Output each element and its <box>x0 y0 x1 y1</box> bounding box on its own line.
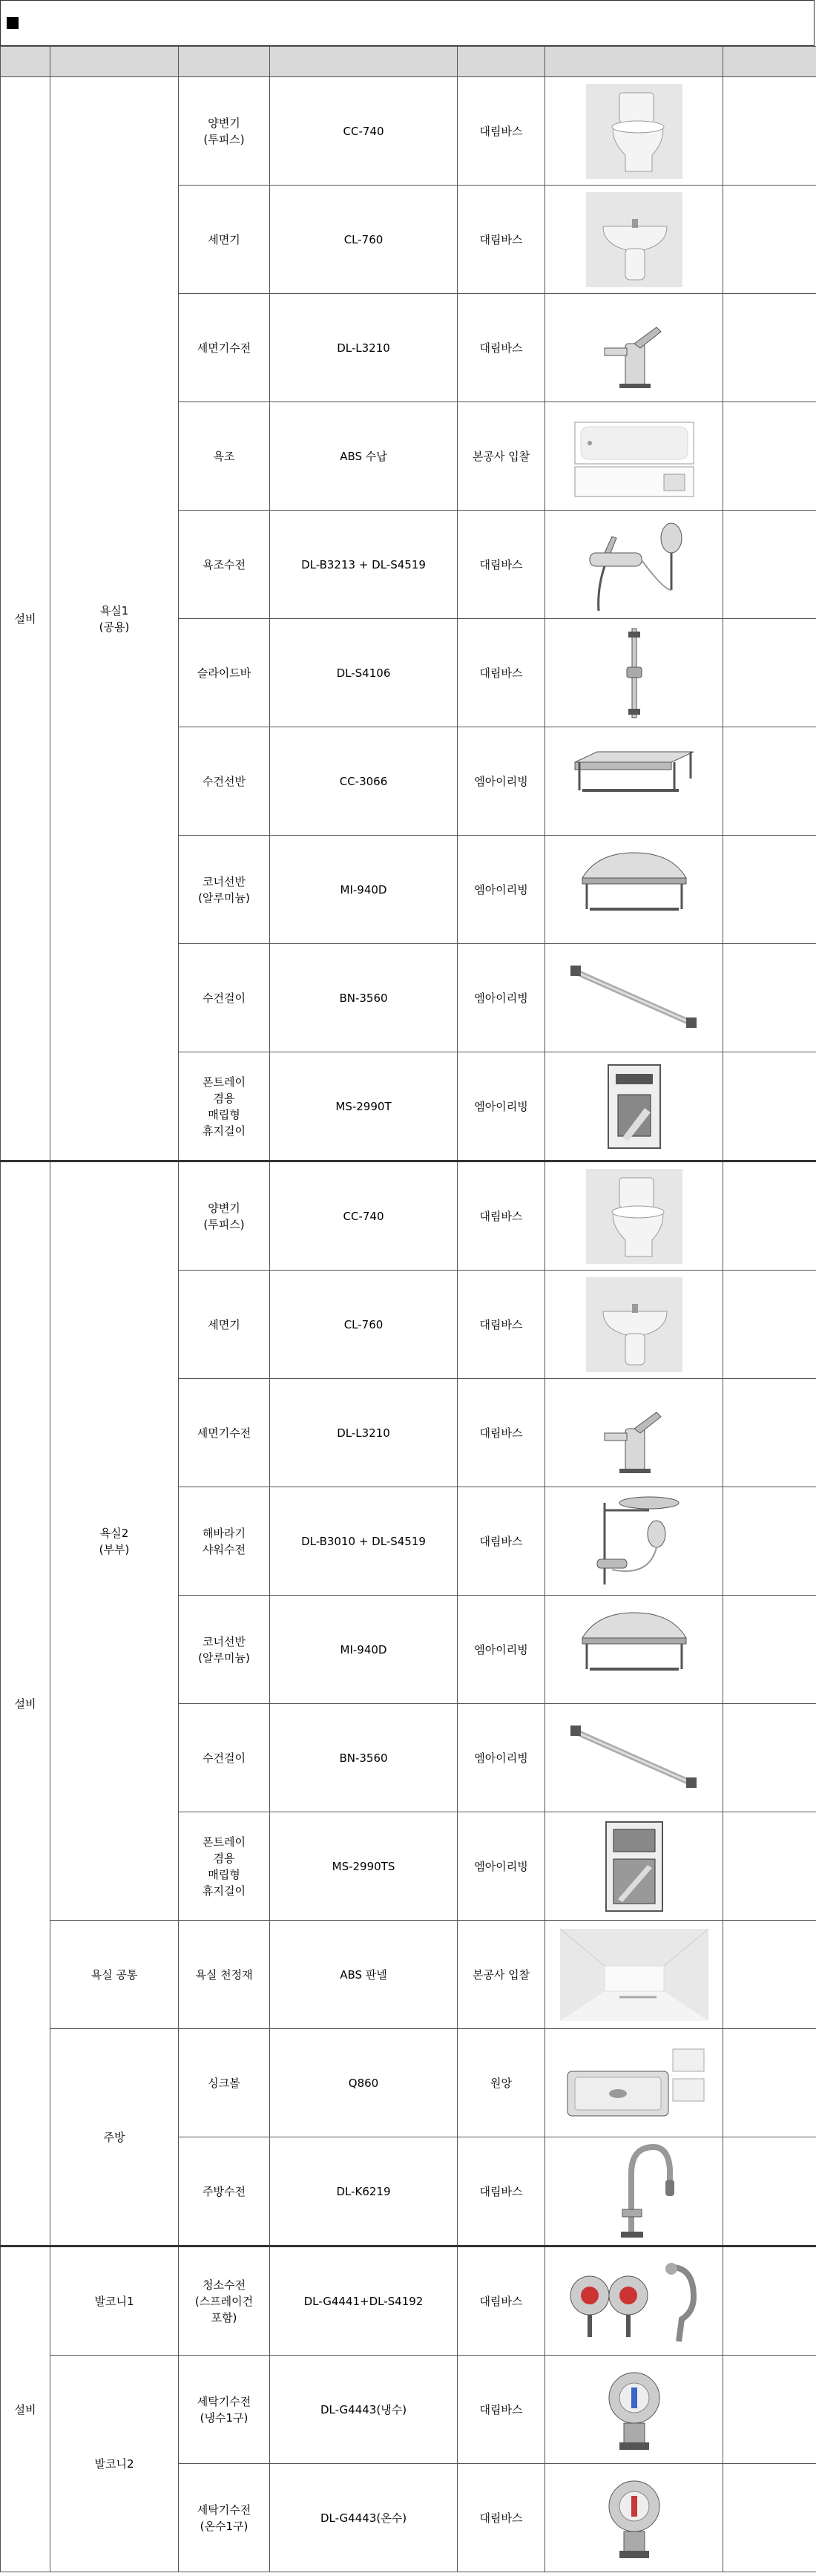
maker-cell <box>458 2137 545 2246</box>
category-cell-text: 설비 <box>14 1697 36 1711</box>
item-cell <box>179 2029 270 2137</box>
item-cell <box>179 727 270 836</box>
basin-faucet-icon <box>545 1384 723 1482</box>
corner-shelf-icon <box>545 1601 723 1699</box>
image-cell <box>545 1596 723 1704</box>
item-cell-text: 싱크볼 <box>208 2076 240 2090</box>
maker-cell-text: 대림바스 <box>479 1534 523 1548</box>
spec-cell-text: ABS 판넬 <box>340 1967 387 1982</box>
note-cell <box>723 77 816 186</box>
note-cell <box>723 836 816 944</box>
image-cell <box>545 1271 723 1379</box>
item-cell-text: 양변기 (투피스) <box>203 1201 245 1231</box>
maker-cell <box>458 2356 545 2464</box>
location-cell <box>50 77 179 1161</box>
toilet-icon <box>545 82 723 180</box>
item-cell <box>179 1379 270 1487</box>
spec-cell <box>270 944 458 1052</box>
washbasin-icon <box>545 1276 723 1374</box>
item-cell-text: 세면기수전 <box>197 341 251 355</box>
category-cell-text: 설비 <box>14 2402 36 2416</box>
bathtub-icon <box>545 407 723 505</box>
image-cell <box>545 294 723 402</box>
item-cell <box>179 2464 270 2572</box>
sheet-title <box>0 0 815 46</box>
image-cell <box>545 2246 723 2356</box>
spec-cell <box>270 836 458 944</box>
note-cell <box>723 1704 816 1812</box>
image-cell <box>545 1052 723 1161</box>
paper-holder-double-icon <box>545 1818 723 1915</box>
spec-cell-text: CC-3066 <box>339 774 388 788</box>
paper-holder-icon <box>545 1058 723 1156</box>
location-cell <box>50 2356 179 2572</box>
item-cell-text: 욕조 <box>213 449 235 463</box>
image-cell <box>545 1812 723 1921</box>
maker-cell-text: 대림바스 <box>479 557 523 571</box>
category-cell <box>1 1161 50 2246</box>
spec-cell-text: BN-3560 <box>339 1751 388 1765</box>
image-cell <box>545 836 723 944</box>
note-cell <box>723 511 816 619</box>
maker-cell <box>458 402 545 511</box>
item-cell-text: 세탁기수전 (온수1구) <box>197 2503 251 2533</box>
item-cell <box>179 186 270 294</box>
image-cell <box>545 1921 723 2029</box>
maker-cell-text: 대림바스 <box>479 1426 523 1440</box>
note-cell <box>723 1812 816 1921</box>
item-cell <box>179 2356 270 2464</box>
maker-cell-text: 엠아이리빙 <box>474 1099 528 1113</box>
location-cell <box>50 1161 179 1921</box>
category-cell <box>1 2246 50 2572</box>
item-cell-text: 코너선반 (알루미늄) <box>198 874 250 905</box>
spec-cell <box>270 1379 458 1487</box>
maker-cell <box>458 727 545 836</box>
maker-cell-text: 대림바스 <box>479 2184 523 2198</box>
image-cell <box>545 1487 723 1596</box>
maker-cell <box>458 2029 545 2137</box>
item-cell <box>179 402 270 511</box>
note-cell <box>723 2137 816 2246</box>
note-cell <box>723 727 816 836</box>
location-cell-text: 욕실 공통 <box>91 1967 138 1982</box>
spec-cell-text: MI-940D <box>340 882 387 897</box>
table-row <box>1 1161 816 1271</box>
location-cell-text: 발코니1 <box>94 2294 134 2308</box>
maker-cell <box>458 1271 545 1379</box>
cleaning-faucet-icon <box>545 2252 723 2350</box>
location-cell <box>50 1921 179 2029</box>
maker-cell-text: 대림바스 <box>479 666 523 680</box>
image-cell <box>545 2356 723 2464</box>
spec-cell <box>270 186 458 294</box>
image-cell <box>545 511 723 619</box>
corner-shelf-icon <box>545 841 723 939</box>
maker-cell <box>458 1487 545 1596</box>
maker-cell <box>458 186 545 294</box>
item-cell-text: 세면기 <box>208 232 240 246</box>
item-cell-text: 세탁기수전 (냉수1구) <box>197 2394 251 2425</box>
spec-cell-text: DL-L3210 <box>337 341 390 355</box>
spec-cell-text: MS-2990TS <box>332 1859 395 1873</box>
table-row <box>1 1921 816 2029</box>
maker-cell <box>458 2246 545 2356</box>
item-cell <box>179 511 270 619</box>
spec-cell <box>270 2246 458 2356</box>
maker-cell-text: 대림바스 <box>479 2294 523 2308</box>
kitchen-faucet-icon <box>545 2143 723 2241</box>
maker-cell-text: 엠아이리빙 <box>474 774 528 788</box>
spec-cell <box>270 294 458 402</box>
image-cell <box>545 2464 723 2572</box>
spec-cell <box>270 619 458 727</box>
note-cell <box>723 294 816 402</box>
note-cell <box>723 2246 816 2356</box>
note-cell <box>723 186 816 294</box>
note-cell <box>723 2464 816 2572</box>
item-cell-text: 욕실 천정재 <box>195 1967 253 1982</box>
item-cell-text: 주방수전 <box>203 2184 246 2198</box>
item-cell-text: 수건걸이 <box>203 1751 246 1765</box>
note-cell <box>723 1921 816 2029</box>
spec-cell-text: MS-2990T <box>335 1099 392 1113</box>
maker-cell <box>458 2464 545 2572</box>
category-cell <box>1 77 50 1161</box>
item-cell-text: 세면기수전 <box>197 1426 251 1440</box>
spec-cell <box>270 727 458 836</box>
item-cell-text: 욕조수전 <box>203 557 246 571</box>
header-row <box>1 47 816 77</box>
rain-shower-icon <box>545 1492 723 1590</box>
image-cell <box>545 77 723 186</box>
spec-cell-text: DL-L3210 <box>337 1426 390 1440</box>
item-cell-text: 양변기 (투피스) <box>203 116 245 146</box>
item-cell <box>179 1271 270 1379</box>
header-location <box>50 47 179 77</box>
table-row <box>1 2246 816 2356</box>
note-cell <box>723 1487 816 1596</box>
maker-cell-text: 엠아이리빙 <box>474 1859 528 1873</box>
basin-faucet-icon <box>545 299 723 397</box>
maker-cell <box>458 944 545 1052</box>
spec-cell-text: CC-740 <box>343 1209 384 1223</box>
spec-cell <box>270 1271 458 1379</box>
item-cell-text: 폰트레이 겸용 매립형 휴지걸이 <box>203 1835 246 1898</box>
item-cell <box>179 1052 270 1161</box>
spec-cell-text: CL-760 <box>343 232 384 246</box>
item-cell-text: 슬라이드바 <box>197 666 251 680</box>
spec-cell <box>270 1812 458 1921</box>
maker-cell-text: 엠아이리빙 <box>474 1642 528 1656</box>
maker-cell <box>458 836 545 944</box>
header-image <box>545 47 723 77</box>
towel-bar-icon <box>545 1709 723 1807</box>
maker-cell-text: 대림바스 <box>479 2402 523 2416</box>
item-cell <box>179 619 270 727</box>
location-cell-text: 주방 <box>103 2130 125 2144</box>
maker-cell-text: 대림바스 <box>479 232 523 246</box>
image-cell <box>545 186 723 294</box>
item-cell <box>179 1487 270 1596</box>
image-cell <box>545 2137 723 2246</box>
item-cell-text: 수건선반 <box>203 774 246 788</box>
spec-cell <box>270 1704 458 1812</box>
maker-cell <box>458 1052 545 1161</box>
item-cell-text: 청소수전 (스프레이건 포함) <box>194 2278 254 2324</box>
item-cell <box>179 77 270 186</box>
table-row <box>1 77 816 186</box>
spec-cell-text: DL-B3010 + DL-S4519 <box>301 1534 426 1548</box>
spec-cell-text: CC-740 <box>343 124 384 138</box>
spec-cell <box>270 1161 458 1271</box>
toilet-icon <box>545 1167 723 1265</box>
table-row <box>1 2356 816 2464</box>
spec-cell-text: DL-G4443(온수) <box>320 2511 407 2525</box>
maker-cell-text: 본공사 입찰 <box>472 449 530 463</box>
item-cell <box>179 1161 270 1271</box>
image-cell <box>545 727 723 836</box>
bath-faucet-icon <box>545 516 723 614</box>
spec-cell-text: Q860 <box>348 2076 379 2090</box>
maker-cell <box>458 1921 545 2029</box>
image-cell <box>545 1379 723 1487</box>
maker-cell <box>458 294 545 402</box>
item-cell <box>179 294 270 402</box>
spec-cell <box>270 511 458 619</box>
spec-cell-text: DL-S4106 <box>336 666 391 680</box>
location-cell <box>50 2246 179 2356</box>
maker-cell-text: 대림바스 <box>479 1209 523 1223</box>
spec-cell <box>270 1487 458 1596</box>
towel-bar-icon <box>545 949 723 1047</box>
item-cell-text: 폰트레이 겸용 매립형 휴지걸이 <box>203 1075 246 1138</box>
note-cell <box>723 944 816 1052</box>
item-cell <box>179 1596 270 1704</box>
maker-cell <box>458 1161 545 1271</box>
spec-cell <box>270 1052 458 1161</box>
title-square-icon <box>7 17 19 29</box>
maker-cell-text: 엠아이리빙 <box>474 1751 528 1765</box>
spec-cell-text: BN-3560 <box>339 991 388 1005</box>
maker-cell <box>458 77 545 186</box>
item-cell <box>179 1704 270 1812</box>
spec-cell <box>270 2029 458 2137</box>
image-cell <box>545 402 723 511</box>
maker-cell-text: 대림바스 <box>479 341 523 355</box>
spec-cell <box>270 77 458 186</box>
note-cell <box>723 1271 816 1379</box>
item-cell-text: 코너선반 (알루미늄) <box>198 1634 250 1665</box>
note-cell <box>723 1596 816 1704</box>
item-cell <box>179 1812 270 1921</box>
image-cell <box>545 619 723 727</box>
washbasin-icon <box>545 191 723 289</box>
maker-cell <box>458 1704 545 1812</box>
item-cell-text: 세면기 <box>208 1317 240 1331</box>
spec-cell <box>270 2137 458 2246</box>
washer-faucet-hot-icon <box>545 2469 723 2567</box>
spec-cell <box>270 2464 458 2572</box>
spec-cell-text: CL-760 <box>343 1317 384 1331</box>
image-cell <box>545 944 723 1052</box>
location-cell-text: 욕실2 (부부) <box>99 1526 130 1556</box>
spec-cell <box>270 2356 458 2464</box>
spec-cell-text: DL-K6219 <box>336 2184 391 2198</box>
note-cell <box>723 402 816 511</box>
spec-cell-text: DL-B3213 + DL-S4519 <box>301 557 426 571</box>
maker-cell <box>458 511 545 619</box>
maker-cell-text: 원앙 <box>490 2076 512 2090</box>
image-cell <box>545 2029 723 2137</box>
maker-cell-text: 엠아이리빙 <box>474 882 528 897</box>
slide-bar-icon <box>545 624 723 722</box>
header-maker <box>458 47 545 77</box>
location-cell <box>50 2029 179 2246</box>
header-item <box>179 47 270 77</box>
washer-faucet-cold-icon <box>545 2361 723 2459</box>
maker-cell-text: 대림바스 <box>479 2511 523 2525</box>
spec-cell <box>270 402 458 511</box>
item-cell <box>179 1921 270 2029</box>
image-cell <box>545 1161 723 1271</box>
table-row <box>1 2029 816 2137</box>
header-category <box>1 47 50 77</box>
item-cell-text: 해바라기 샤워수전 <box>203 1526 246 1556</box>
maker-cell <box>458 1812 545 1921</box>
note-cell <box>723 619 816 727</box>
spec-cell <box>270 1596 458 1704</box>
note-cell <box>723 2029 816 2137</box>
spec-cell <box>270 1921 458 2029</box>
item-cell-text: 수건걸이 <box>203 991 246 1005</box>
spec-cell-text: DL-G4441+DL-S4192 <box>303 2294 424 2308</box>
note-cell <box>723 1379 816 1487</box>
item-cell <box>179 2246 270 2356</box>
item-cell <box>179 944 270 1052</box>
note-cell <box>723 1052 816 1161</box>
item-cell <box>179 836 270 944</box>
maker-cell <box>458 619 545 727</box>
maker-cell <box>458 1596 545 1704</box>
maker-cell-text: 대림바스 <box>479 1317 523 1331</box>
spec-cell-text: MI-940D <box>340 1642 387 1656</box>
spec-cell-text: DL-G4443(냉수) <box>320 2402 407 2416</box>
maker-cell-text: 대림바스 <box>479 124 523 138</box>
location-cell-text: 발코니2 <box>94 2457 134 2471</box>
towel-shelf-icon <box>545 733 723 830</box>
maker-cell <box>458 1379 545 1487</box>
image-cell <box>545 1704 723 1812</box>
maker-cell-text: 엠아이리빙 <box>474 991 528 1005</box>
note-cell <box>723 2356 816 2464</box>
category-cell-text: 설비 <box>14 612 36 626</box>
item-cell <box>179 2137 270 2246</box>
spec-table <box>0 46 816 2572</box>
ceiling-panel-icon <box>545 1926 723 2024</box>
spec-cell-text: ABS 수납 <box>340 449 387 463</box>
header-note <box>723 47 816 77</box>
header-spec <box>270 47 458 77</box>
sink-bowl-icon <box>545 2034 723 2132</box>
maker-cell-text: 본공사 입찰 <box>472 1967 530 1982</box>
note-cell <box>723 1161 816 1271</box>
location-cell-text: 욕실1 (공용) <box>99 603 130 634</box>
